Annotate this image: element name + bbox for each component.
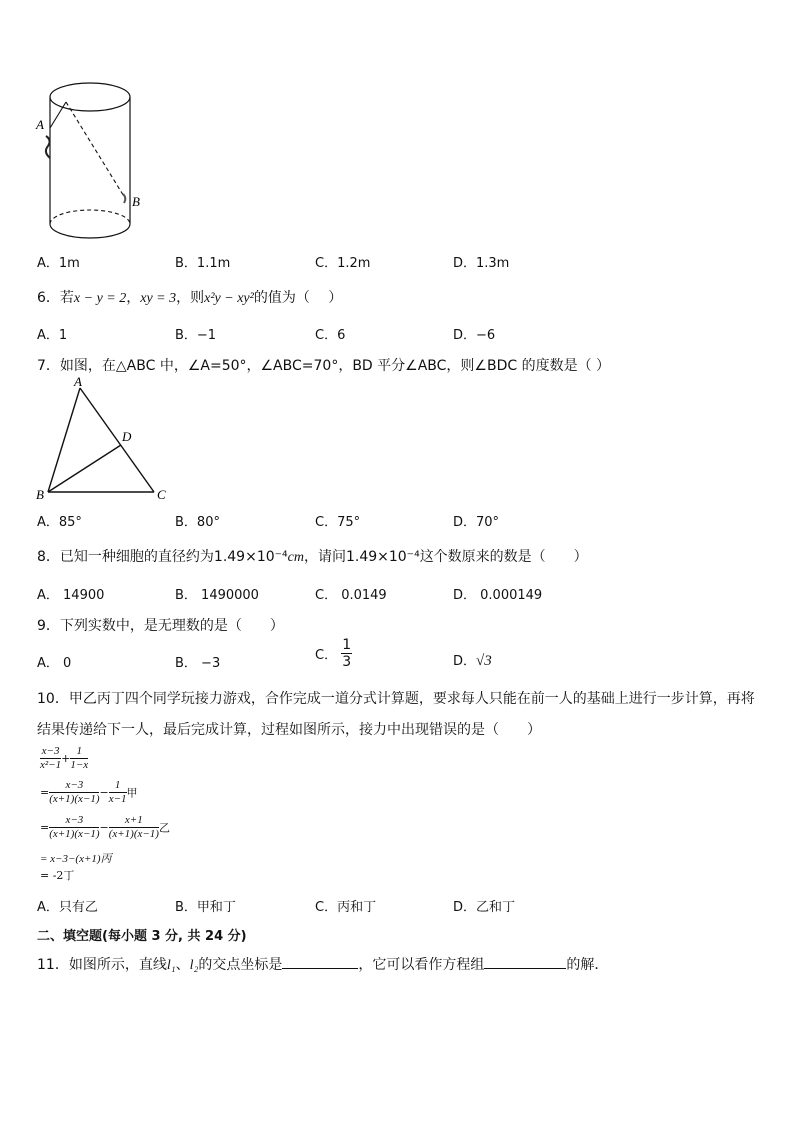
numerator: x−3: [49, 780, 99, 793]
numerator: x−3: [49, 815, 99, 828]
point-d-label: D: [122, 429, 132, 444]
point-b-label: B: [132, 194, 140, 209]
q5-option-c[interactable]: C．1.2m: [315, 256, 371, 271]
q8-part2: ，请问: [303, 549, 346, 565]
q6-option-b[interactable]: B．−1: [175, 328, 217, 343]
q10-step1: [40, 780, 138, 805]
line-l2-label: l₂: [189, 958, 199, 973]
q10-option-a[interactable]: A．只有乙: [37, 900, 98, 915]
q9-option-c[interactable]: [315, 638, 352, 669]
q10-step3: = x−3−(x+1)丙: [40, 853, 112, 865]
q6-sep: ，: [126, 290, 141, 306]
operator: −: [99, 821, 109, 834]
q7-option-d[interactable]: D．70°: [453, 515, 500, 530]
q7-option-a[interactable]: A．85°: [37, 515, 82, 530]
fraction: [49, 815, 99, 840]
q7-option-b[interactable]: B．80°: [175, 515, 220, 530]
q9-option-d[interactable]: [453, 650, 492, 670]
numerator: x+1: [109, 815, 159, 828]
fraction-denominator: 3: [342, 654, 352, 670]
q6-cond1: x − y = 2: [73, 291, 127, 306]
q8-part1: 8．已知一种细胞的直径约为: [37, 549, 214, 565]
denominator: x²−1: [40, 759, 62, 771]
denominator: x−1: [108, 793, 127, 805]
q8-unit: cm: [287, 550, 304, 565]
q9-option-c-fraction: [341, 638, 352, 669]
q9-stem: 9．下列实数中，是无理数的是（ ）: [37, 618, 284, 634]
equals: =: [40, 786, 50, 799]
q6-cond2: xy = 3: [140, 291, 177, 306]
numerator: 1: [109, 780, 127, 793]
fraction: [49, 780, 99, 805]
q7-option-c[interactable]: C．75°: [315, 515, 361, 530]
denominator: (x+1)(x−1): [49, 828, 100, 840]
q8-option-a[interactable]: A． 14900: [37, 588, 105, 603]
fraction: [70, 746, 88, 771]
q6-stem: [37, 287, 342, 307]
q8-option-d[interactable]: D． 0.000149: [453, 588, 543, 603]
q9-option-d-value: √3: [476, 653, 492, 669]
q5-option-a[interactable]: A．1m: [37, 256, 80, 271]
q6-prefix: 6．若: [37, 290, 74, 306]
q10-stem-line1: 10．甲乙丙丁四个同学玩接力游戏，合作完成一道分式计算题，要求每人只能在前一人的基础上进行一步计算，再将: [37, 691, 755, 707]
section-heading: 二、填空题(每小题 3 分, 共 24 分): [37, 929, 247, 944]
q9-option-c-label: C．: [315, 648, 338, 663]
q8-option-b[interactable]: B． 1490000: [175, 588, 259, 603]
q10-option-c[interactable]: C．丙和丁: [315, 900, 377, 915]
operator: +: [61, 752, 71, 765]
q11-part4: 的解．: [566, 957, 609, 973]
answer-blank-intersection[interactable]: [282, 954, 358, 969]
q5-option-b[interactable]: B．1.1m: [175, 256, 231, 271]
q10-step4: = -2丁: [40, 869, 75, 882]
q11-part1: 11．如图所示，直线: [37, 957, 167, 973]
point-a-label: A: [36, 117, 44, 132]
q8-option-c[interactable]: C． 0.0149: [315, 588, 387, 603]
student-tag: 甲: [126, 786, 138, 800]
numerator: x−3: [41, 745, 60, 757]
fraction: [109, 780, 127, 805]
q10-step0: [40, 746, 88, 771]
numerator: 1: [70, 746, 88, 759]
q6-expr: x²y − xy²: [204, 291, 254, 306]
triangle-figure: [34, 374, 174, 502]
q11-stem: [37, 954, 608, 974]
q7-stem: 7．如图，在△ABC 中，∠A=50°，∠ABC=70°，BD 平分∠ABC，则∠BDC 的度数是（ ）: [37, 358, 611, 374]
q10-option-b[interactable]: B．甲和丁: [175, 900, 236, 915]
fraction: [40, 746, 61, 771]
q8-stem: [37, 546, 588, 566]
q8-value-repeat: 1.49×10⁻⁴: [345, 549, 420, 565]
operator: −: [99, 786, 109, 799]
q5-option-d[interactable]: D．1.3m: [453, 256, 510, 271]
line-l1-label: l₁: [166, 958, 176, 973]
q10-step2: [40, 815, 170, 840]
q8-part3: 这个数原来的数是（ ）: [419, 549, 588, 565]
q6-mid: ，则: [176, 290, 205, 306]
denominator: 1−x: [70, 759, 89, 771]
q9-option-b[interactable]: B． −3: [175, 656, 221, 671]
q11-part3: ，它可以看作方程组: [358, 957, 485, 973]
vertex-a-label: A: [74, 374, 82, 389]
vertex-b-label: B: [36, 487, 44, 502]
q6-suffix: 的值为（ ）: [253, 290, 343, 306]
q8-value: 1.49×10⁻⁴: [213, 549, 288, 565]
cylinder-figure: [30, 78, 140, 244]
q10-stem-line2: 结果传递给下一人，最后完成计算，过程如图所示，接力中出现错误的是（ ）: [37, 722, 541, 738]
denominator: (x+1)(x−1): [108, 828, 159, 840]
denominator: (x+1)(x−1): [49, 793, 100, 805]
answer-blank-equation-system[interactable]: [484, 954, 566, 969]
q9-option-d-label: D．: [453, 654, 477, 669]
q10-option-d[interactable]: D．乙和丁: [453, 900, 516, 915]
vertex-c-label: C: [157, 487, 166, 502]
q6-option-c[interactable]: C．6: [315, 328, 346, 343]
equals: =: [40, 821, 50, 834]
q6-option-d[interactable]: D．−6: [453, 328, 496, 343]
fraction: [109, 815, 159, 840]
student-tag: 乙: [158, 821, 170, 835]
q11-sep: 、: [175, 957, 190, 973]
fraction-numerator: 1: [342, 637, 352, 653]
q11-part2: 的交点坐标是: [198, 957, 283, 973]
q6-option-a[interactable]: A．1: [37, 328, 68, 343]
q9-option-a[interactable]: A． 0: [37, 656, 72, 671]
